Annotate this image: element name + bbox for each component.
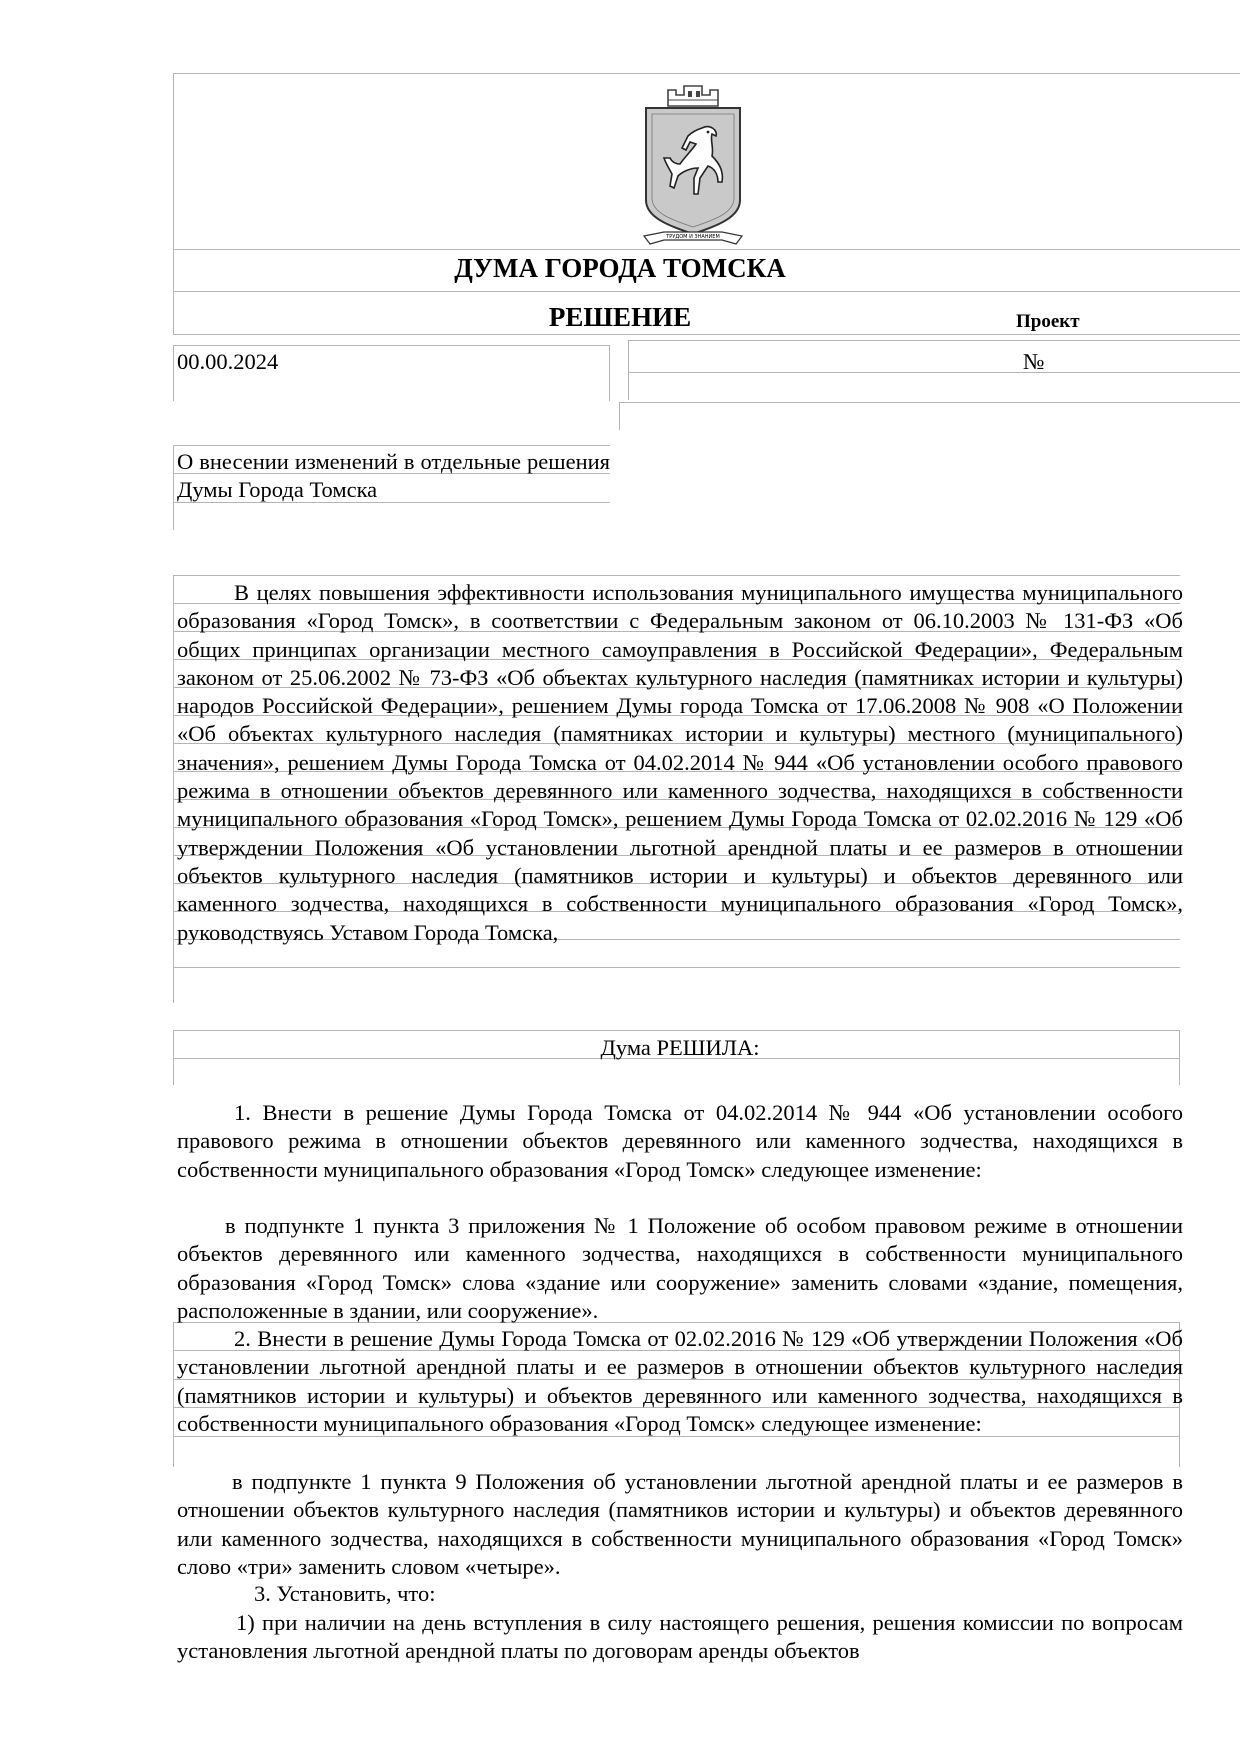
grid-line (173, 445, 610, 446)
grid-line (173, 73, 174, 335)
grid-line (173, 345, 610, 346)
grid-line (173, 575, 1180, 576)
resolved-heading: Дума РЕШИЛА: (600, 1035, 760, 1060)
item-3-subitem-1-paragraph: 1) при наличии на день вступления в силу настоящего решения, решения комиссии по вопросам установления льготной арендной платы по договорам аренды объектов (177, 1610, 1183, 1664)
grid-line (173, 445, 174, 530)
org-title: ДУМА ГОРОДА ТОМСКА (454, 253, 786, 283)
item-1-detail-paragraph: в подпункте 1 пункта 3 приложения № 1 Положение об особом правовом режиме в отношении объектов деревянного или каменного зодчества, находящихся в собственности муниципального образования «Город Томск» слова «здание или сооружение» заменить словами «здание, помещения, расположенные в здании, или сооружение». (177, 1213, 1183, 1323)
grid-line (173, 334, 1240, 335)
grid-line (619, 402, 620, 430)
document-type: РЕШЕНИЕ (548, 302, 692, 332)
grid-line (609, 345, 610, 401)
grid-line (173, 291, 1240, 292)
document-date: 00.00.2024 (177, 349, 279, 374)
item-3-paragraph: 3. Установить, что: (254, 1581, 436, 1606)
grid-line (619, 402, 1240, 403)
item-1-paragraph: 1. Внести в решение Думы Города Томска от 04.02.2014 № 944 «Об установлении особого правового режима в отношении объектов деревянного или каменного зодчества, находящихся в собственности муниципального образования «Город Томск» следующее изменение: (177, 1100, 1183, 1182)
preamble-paragraph: В целях повышения эффективности использования муниципального имущества муниципального образования «Город Томск», в соответствии с Федеральным законом от 06.10.2003 № 131-ФЗ «Об общих принципах организации местного самоуправления в Российской Федерации», Федеральным законом от 25.06.2002 № 73-ФЗ «Об объектах культурного наследия (памятниках истории и культуры) народов Российской Федерации», решением Думы города Томска от 17.06.2008 № 908 «О Положении «Об объектах культурного наследия (памятниках истории и культуры) местного (муниципального) значения», решением Думы Города Томска от 04.02.2014 № 944 «Об установлении особого правового режима в отношении объектов деревянного или каменного зодчества, находящихся в собственности муниципального образования «Город Томск», решением Думы Города Томска от 02.02.2016 № 129 «Об утверждении Положения «Об установлении льготной арендной платы и ее размеров в отношении объектов культурного наследия (памятников истории и культуры) и объектов деревянного или каменного зодчества, находящихся в собственности муниципального образования «Город Томск», руководствуясь Уставом Города Томска, (177, 580, 1183, 945)
draft-label: Проект (1016, 311, 1080, 332)
document-number-label: № (1023, 349, 1045, 374)
item-2-paragraph: 2. Внести в решение Думы Города Томска от 02.02.2016 № 129 «Об утверждении Положения «Об установлении льготной арендной платы и ее размеров в отношении объектов культурного наследия (памятников истории и культуры) и объектов деревянного или каменного зодчества, находящихся в собственности муниципального образования «Город Томск» следующее изменение: (177, 1326, 1183, 1436)
grid-line (628, 372, 1240, 373)
grid-line (628, 340, 1240, 341)
grid-line (173, 345, 174, 401)
grid-line (173, 1322, 174, 1467)
grid-line (173, 249, 1240, 250)
grid-line (173, 73, 1240, 74)
tomsk-coat-of-arms-emblem (640, 78, 746, 248)
grid-line (173, 1030, 1180, 1031)
grid-line (628, 340, 629, 400)
grid-line (173, 967, 1180, 968)
emblem-ribbon-motto: ТРУДОМ И ЗНАНИЕМ (666, 234, 720, 240)
subject-title: О внесении изменений в отдельные решения Думы Города Томска (177, 449, 610, 503)
item-2-detail-paragraph: в подпункте 1 пункта 9 Положения об установлении льготной арендной платы и ее размеров в отношении объектов культурного наследия (памятников истории и культуры) и объектов деревянного или каменного зодчества, находящихся в собственности муниципального образования «Город Томск» слово «три» заменить словом «четыре». (177, 1469, 1183, 1579)
